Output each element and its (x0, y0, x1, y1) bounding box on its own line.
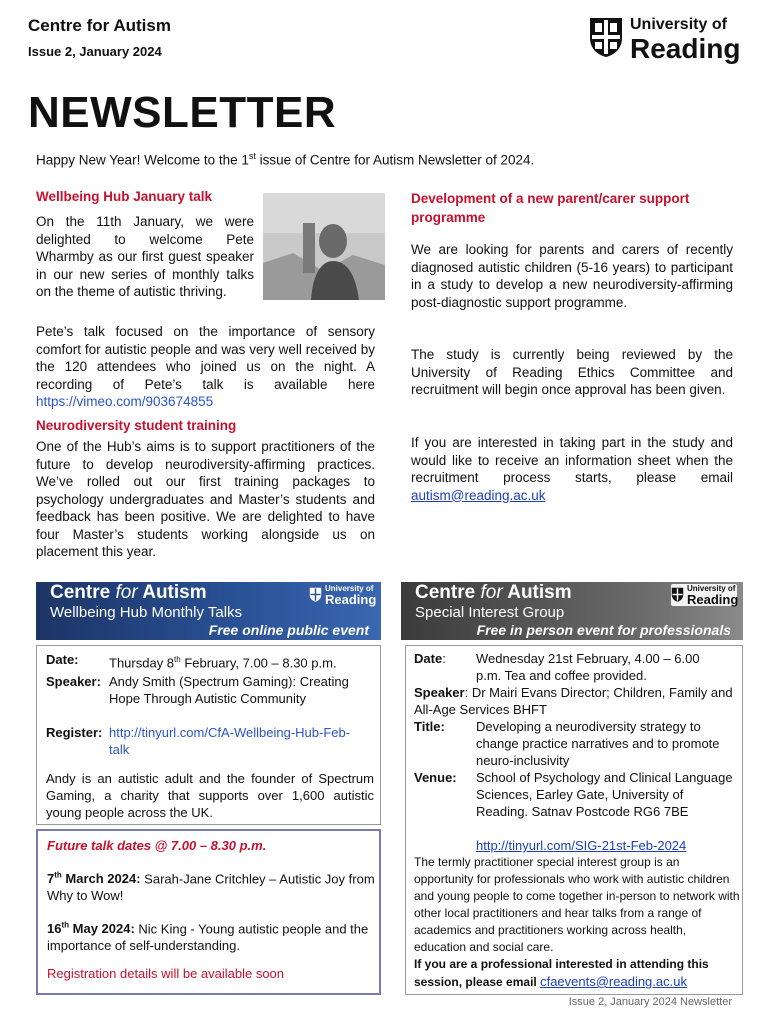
register-link[interactable]: http://tinyurl.com/CfA-Wellbeing-Hub-Feb-talk (109, 725, 351, 757)
programme-para2: The study is currently being reviewed by the University of Reading Ethics Committee and recruitment will begin once approval has been given. (411, 347, 733, 397)
wellbeing-para1: On the 11th January, we were delighted to welcome Pete Wharmby as our first guest speaker in our new series of monthly talks on the theme of autistic thriving. (36, 214, 254, 299)
event-date: Thursday 8th February, 7.00 – 8.30 p.m. (109, 655, 337, 671)
footer: Issue 2, January 2024 Newsletter (568, 996, 732, 1008)
sig-banner (401, 582, 743, 640)
logo-line2: Reading (630, 33, 741, 64)
sig-cta: If you are a professional interested in attending this session, please email cfaevents@reading.ac.uk (414, 957, 709, 989)
event-speaker: Andy Smith (Spectrum Gaming): Creating Hope Through Autistic Community (109, 674, 349, 706)
sig-description: The termly practitioner special interest group is an opportunity for professionals who work with autistic children and young people to come together in-person to network with other local practitioners and hear talks from a range of academics and practitioners working across health, education and social care. (414, 855, 740, 954)
training-heading: Neurodiversity student training (36, 418, 237, 433)
future-note: Registration details will be available soon (47, 966, 285, 981)
intro-text: Happy New Year! Welcome to the 1st issue of Centre for Autism Newsletter of 2024. (36, 151, 535, 168)
training-para: One of the Hub’s aims is to support practitioners of the future to develop neurodiversity-affirming practices. We’ve rolled out our first training packages to psychology undergraduates and Master’s students and feedback has been positive. We are delighted to have four Master’s students working alongside us on placement this year. (36, 439, 375, 559)
wellbeing-event-box (36, 645, 381, 825)
event-about: Andy is an autistic adult and the founder of Spectrum Gaming, a charity that supports over 1,600 autistic young people across the UK. (46, 771, 374, 820)
header-issue: Issue 2, January 2024 (28, 44, 162, 59)
banner-subtitle: Special Interest Group (415, 604, 565, 621)
cfaevents-email-link[interactable]: cfaevents@reading.ac.uk (540, 974, 687, 989)
vimeo-link[interactable]: https://vimeo.com/903674855 (36, 394, 214, 409)
autism-email-link[interactable]: autism@reading.ac.uk (411, 487, 546, 503)
future-talks-box (36, 829, 381, 995)
header-title: Centre for Autism (28, 16, 171, 35)
sig-date-label: Date: (414, 651, 446, 666)
banner-brand: Centre for Autism (415, 582, 572, 603)
sig-title: Developing a neurodiversity strategy to change practice narratives and to promote neuro-inclusivity (476, 719, 720, 768)
register-label: Register: (46, 725, 103, 740)
university-logo (588, 16, 748, 68)
sig-title-label: Title: (414, 719, 445, 734)
banner-brand: Centre for Autism (50, 582, 207, 603)
banner-logo: University of Reading (309, 584, 375, 606)
sig-link[interactable]: http://tinyurl.com/SIG-21st-Feb-2024 (476, 838, 687, 853)
crest-icon (309, 587, 322, 602)
crest-icon (671, 587, 684, 602)
newsletter-title: NEWSLETTER (28, 88, 337, 137)
wellbeing-banner (36, 582, 381, 640)
crest-icon (588, 16, 624, 58)
sig-venue: School of Psychology and Clinical Language Sciences, Earley Gate, University of Reading. Satnav Postcode RG6 7BE (476, 770, 733, 819)
sig-speaker: Speaker: Dr Mairi Evans Director; Children, Family and All-Age Services BHFT (414, 685, 733, 717)
programme-heading: Development of a new parent/carer support programme (411, 191, 690, 225)
date-label: Date: (46, 652, 79, 667)
future-heading: Future talk dates @ 7.00 – 8.30 p.m. (47, 838, 267, 853)
banner-tag: Free in person event for professionals (476, 622, 731, 638)
speaker-label: Speaker: (46, 674, 101, 689)
sig-date: Wednesday 21st February, 4.00 – 6.00 p.m. Tea and coffee provided. (476, 651, 700, 683)
register-link-wrap (109, 724, 359, 758)
banner-tag: Free online public event (208, 622, 369, 638)
sig-venue-label: Venue: (414, 770, 457, 785)
wellbeing-para2: Pete’s talk focused on the importance of sensory comfort for autistic people and was very well received by the 120 attendees who joined us on the night. A recording of Pete’s talk is available here https://vimeo.com/903674855 (36, 324, 375, 409)
speaker-photo (263, 193, 385, 300)
sig-link-wrap (476, 837, 686, 854)
future-item-1: 7th March 2024: Sarah-Jane Critchley – Autistic Joy from Why to Wow! (47, 871, 375, 904)
programme-para1: We are looking for parents and carers of recently diagnosed autistic children (5-16 years) to participant in a study to develop a new neurodiversity-affirming post-diagnostic support programme. (411, 242, 733, 310)
banner-logo: University of Reading (671, 584, 737, 606)
programme-para3: If you are interested in taking part in the study and would like to receive an information sheet when the recruitment process starts, please email autism@reading.ac.uk (411, 435, 733, 503)
future-item-2: 16th May 2024: Nic King - Young autistic people and the importance of self-understanding. (47, 921, 369, 954)
sig-event-box (405, 645, 743, 995)
banner-subtitle: Wellbeing Hub Monthly Talks (50, 604, 243, 621)
logo-line1: University of (630, 16, 727, 33)
wellbeing-heading: Wellbeing Hub January talk (36, 189, 213, 204)
